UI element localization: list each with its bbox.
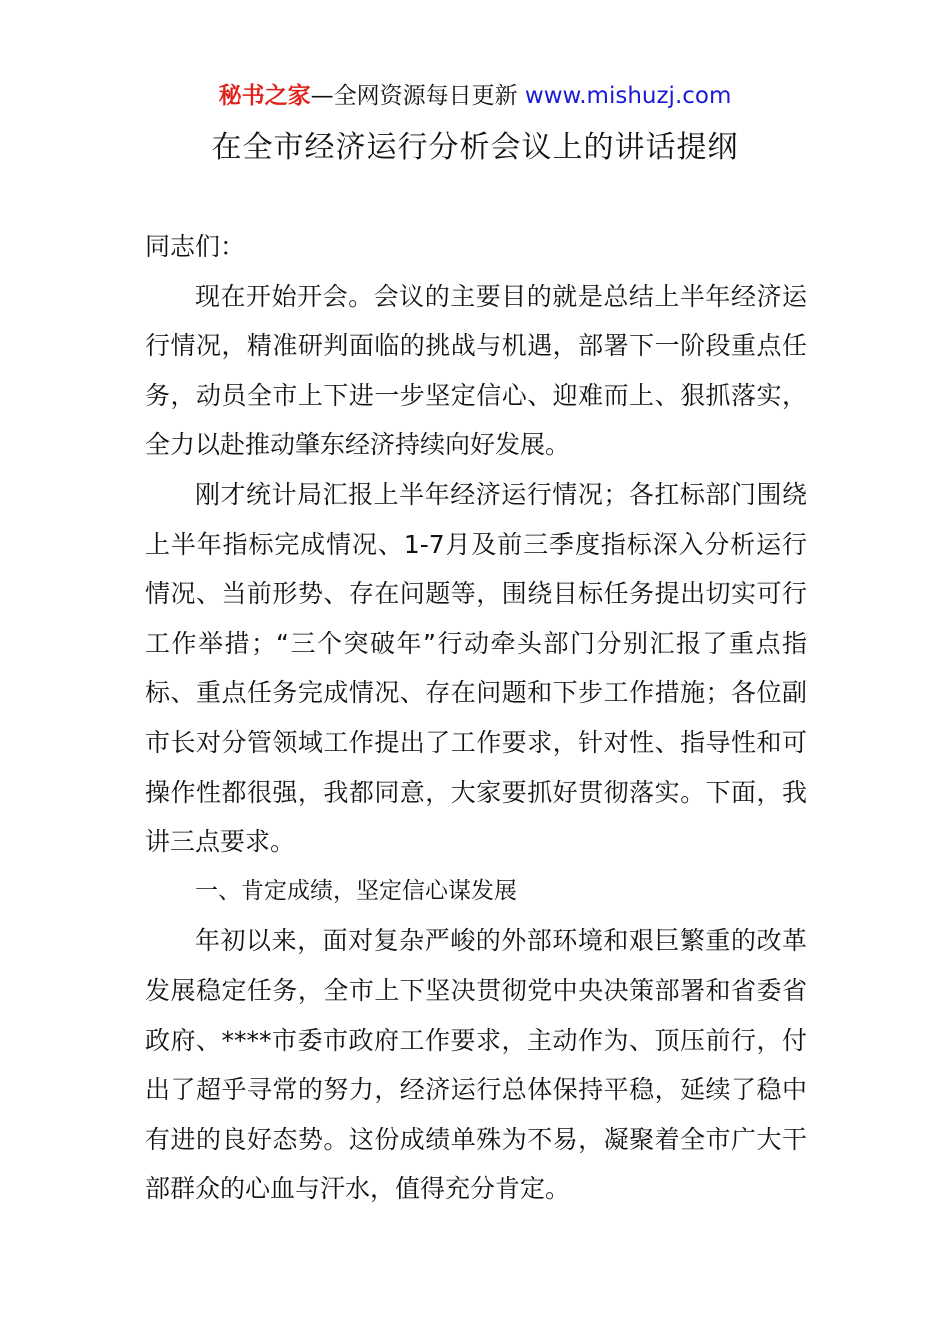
- banner-tagline: —全网资源每日更新: [310, 83, 518, 109]
- paragraph-achievements: 年初以来，面对复杂严峻的外部环境和艰巨繁重的改革发展稳定任务，全市上下坚决贯彻党中央决策部署和省委省政府、****市委市政府工作要求，主动作为、顶压前行，付出了超乎寻常的努力，经济运行总体保持平稳，延续了稳中有进的良好态势。这份成绩单殊为不易，凝聚着全市广大干部群众的心血与汗水，值得充分肯定。: [145, 926, 807, 1204]
- paragraph-reports-summary: 刚才统计局汇报上半年经济运行情况；各扛标部门围绕上半年指标完成情况、1-7月及前三季度指标深入分析运行情况、当前形势、存在问题等，围绕目标任务提出切实可行工作举措；“三个突破年”行动牵头部门分别汇报了重点指标、重点任务完成情况、存在问题和下步工作措施；各位副市长对分管领域工作提出了工作要求，针对性、指导性和可操作性都很强，我都同意，大家要抓好贯彻落实。下面，我讲三点要求。: [145, 479, 807, 857]
- document-body: [145, 222, 807, 1214]
- header-banner: [0, 80, 950, 112]
- paragraph-opening: 现在开始开会。会议的主要目的就是总结上半年经济运行情况，精准研判面临的挑战与机遇，部署下一阶段重点任务，动员全市上下进一步坚定信心、迎难而上、狠抓落实，全力以赴推动肇东经济持续向好发展。: [145, 281, 807, 460]
- document-title: 在全市经济运行分析会议上的讲话提纲: [211, 130, 739, 165]
- brand-name: 秘书之家: [218, 83, 311, 109]
- section-heading: 一、肯定成绩，坚定信心谋发展: [195, 877, 517, 904]
- salutation: 同志们：: [145, 232, 246, 261]
- banner-url-link[interactable]: www.mishuzj.com: [524, 83, 732, 109]
